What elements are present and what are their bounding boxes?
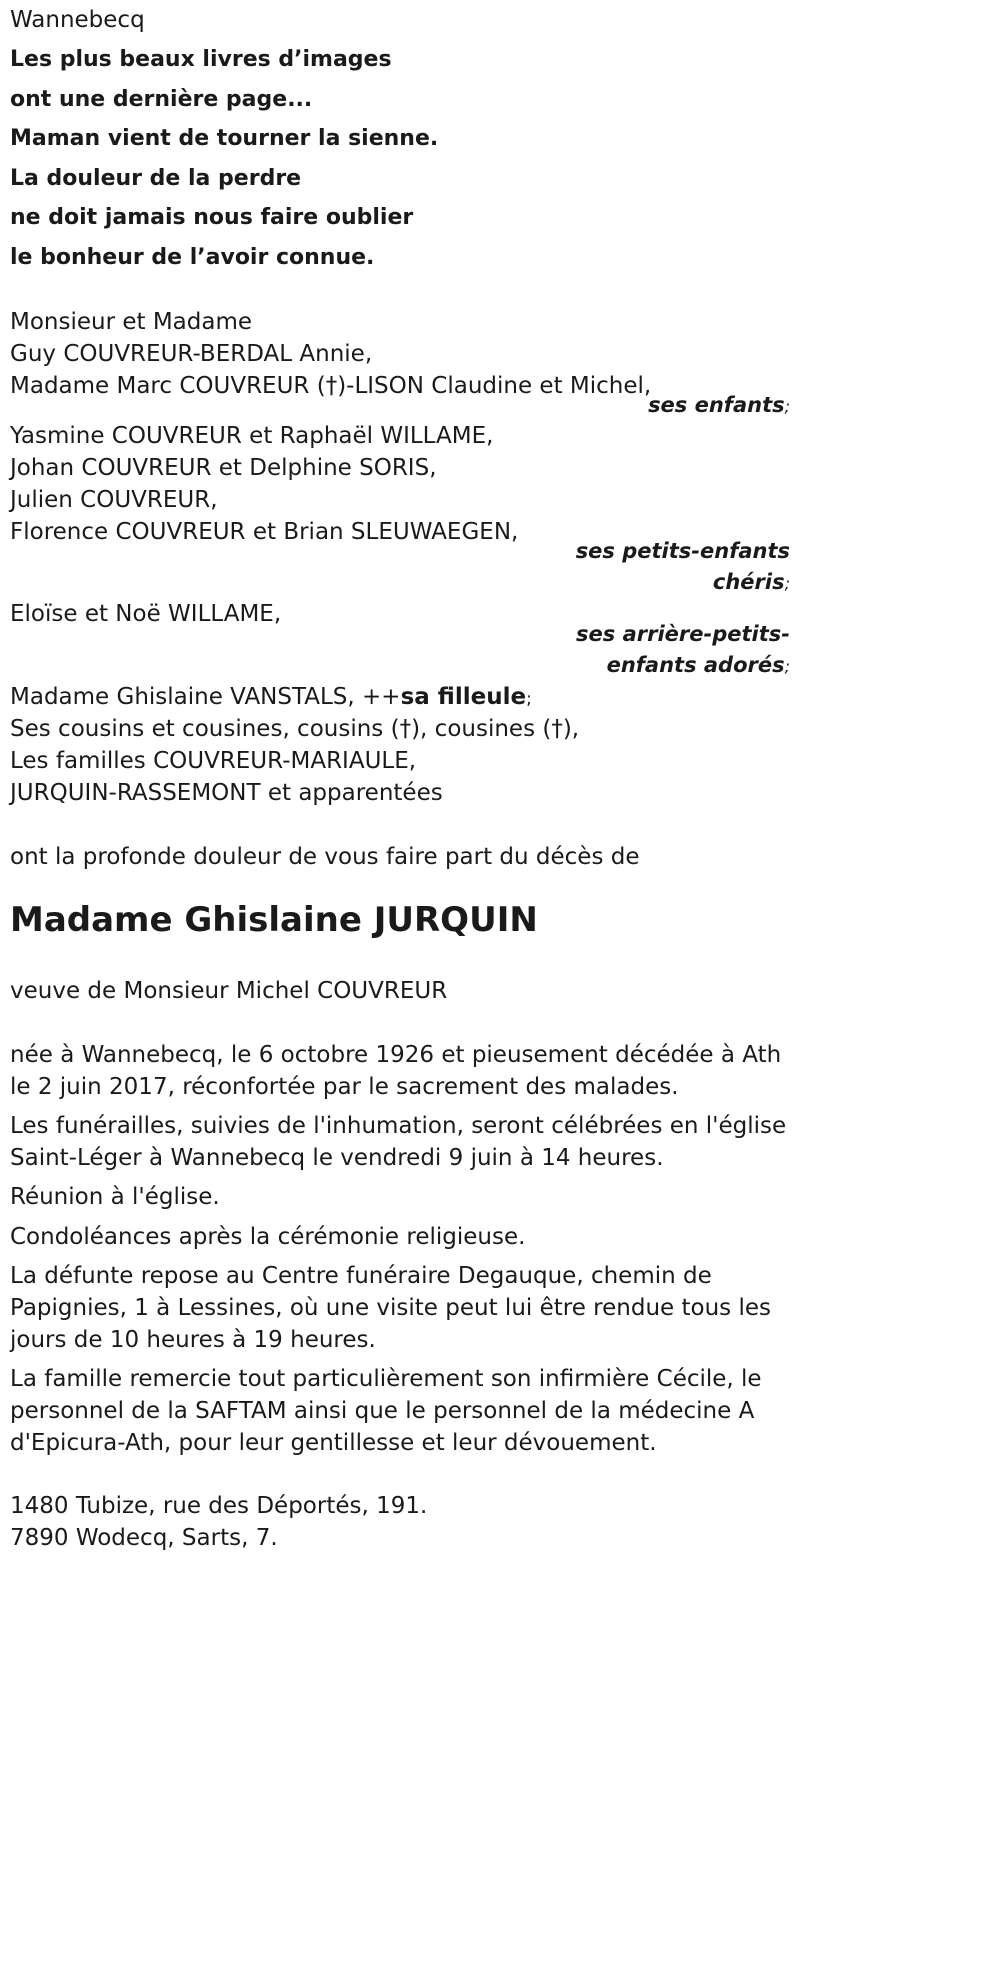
goddaughter-line: Madame Ghislaine VANSTALS, ++sa filleule; <box>10 684 532 710</box>
paragraph-meeting: Réunion à l'église. <box>10 1184 220 1210</box>
family-line: Madame Marc COUVREUR (†)-LISON Claudine et Michel, <box>10 373 652 399</box>
family-line: Ses cousins et cousines, cousins (†), cousines (†), <box>10 716 580 742</box>
poem-line: ont une dernière page... <box>10 87 313 112</box>
deceased-name: Madame Ghislaine JURQUIN <box>10 900 538 940</box>
poem-line: ne doit jamais nous faire oublier <box>10 205 414 230</box>
poem-line: La douleur de la perdre <box>10 166 302 191</box>
paragraph-birth-death: née à Wannebecq, le 6 octobre 1926 et pieusement décédée à Ath le 2 juin 2017, réconfortée par le sacrement des malades. <box>10 1042 782 1100</box>
family-line: Eloïse et Noë WILLAME, <box>10 601 282 627</box>
poem-line: Les plus beaux livres d’images <box>10 47 392 72</box>
paragraph-condolences: Condoléances après la cérémonie religieuse. <box>10 1224 526 1250</box>
family-line: Guy COUVREUR-BERDAL Annie, <box>10 341 373 367</box>
family-line: Florence COUVREUR et Brian SLEUWAEGEN, <box>10 519 519 545</box>
relationship-label-children: ses enfants; <box>648 393 790 417</box>
announcement: ont la profonde douleur de vous faire part du décès de <box>10 844 640 870</box>
paragraph-funeral: Les funérailles, suivies de l'inhumation, seront célébrées en l'église Saint-Léger à Wannebecq le vendredi 9 juin à 14 heures. <box>10 1113 787 1171</box>
paragraph-rest-place: La défunte repose au Centre funéraire Degauque, chemin de Papignies, 1 à Lessines, où une visite peut lui être rendue tous les jours de 10 heures à 19 heures. <box>10 1263 771 1353</box>
widow-of: veuve de Monsieur Michel COUVREUR <box>10 978 448 1004</box>
paragraph-thanks: La famille remercie tout particulièrement son infirmière Cécile, le personnel de la SAFTAM ainsi que le personnel de la médecine A d'Epicura-Ath, pour leur gentillesse et leur dévouement. <box>10 1366 762 1456</box>
location: Wannebecq <box>10 7 145 33</box>
relationship-label-grandchildren: ses petits-enfants chéris; <box>575 539 790 594</box>
family-line: Johan COUVREUR et Delphine SORIS, <box>10 455 437 481</box>
address-line: 7890 Wodecq, Sarts, 7. <box>10 1525 278 1551</box>
address-line: 1480 Tubize, rue des Déportés, 191. <box>10 1493 428 1519</box>
family-line: Les familles COUVREUR-MARIAULE, <box>10 748 417 774</box>
family-line: Monsieur et Madame <box>10 309 253 335</box>
family-line: Yasmine COUVREUR et Raphaël WILLAME, <box>10 423 494 449</box>
poem-line: Maman vient de tourner la sienne. <box>10 126 439 151</box>
family-line: JURQUIN-RASSEMONT et apparentées <box>10 780 443 806</box>
relationship-label-great-grandchildren: ses arrière-petits- enfants adorés; <box>576 622 790 677</box>
poem-line: le bonheur de l’avoir connue. <box>10 245 375 270</box>
family-line: Julien COUVREUR, <box>10 487 218 513</box>
